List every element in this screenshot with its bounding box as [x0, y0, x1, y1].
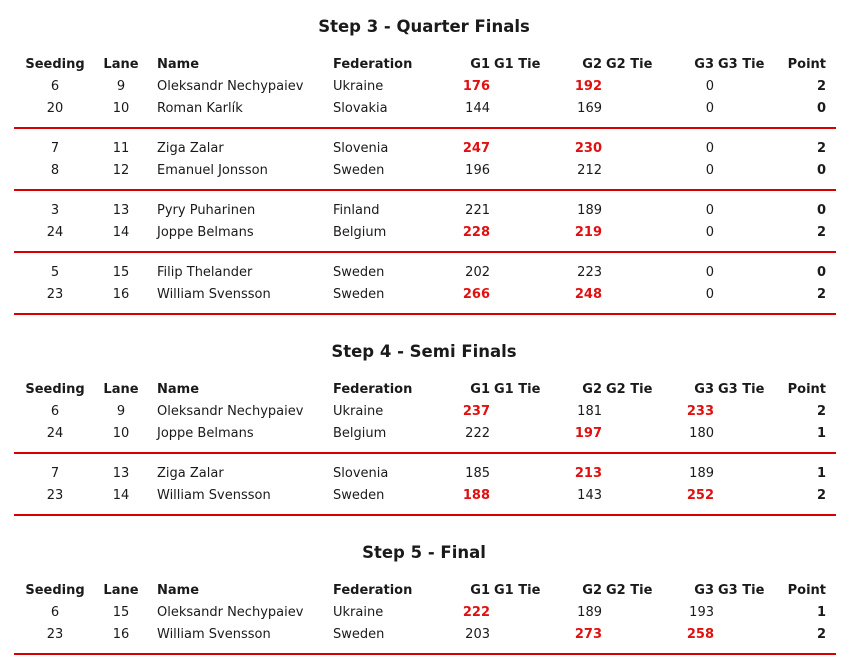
- match-separator: [14, 251, 836, 253]
- player-name-cell: Joppe Belmans: [157, 225, 254, 240]
- player-name-cell: Joppe Belmans: [157, 426, 254, 441]
- point-cell: 1: [816, 466, 826, 481]
- lane-cell: 13: [112, 203, 130, 218]
- table-header-row: [0, 581, 848, 601]
- seeding-cell: 5: [50, 265, 60, 280]
- point-cell: 0: [816, 203, 826, 218]
- col-header-g3-tie: G3 Tie: [718, 583, 765, 598]
- lane-cell: 16: [112, 627, 130, 642]
- point-cell: 2: [816, 488, 826, 503]
- table-row: [0, 603, 848, 623]
- g1-score-cell: 222: [462, 605, 490, 620]
- g2-score-cell: 169: [577, 101, 602, 116]
- col-header-g3: G3: [694, 57, 714, 72]
- seeding-cell: 6: [50, 605, 60, 620]
- table-row: [0, 77, 848, 97]
- federation-cell: Sweden: [333, 265, 385, 280]
- g2-score-cell: 213: [574, 466, 602, 481]
- table-row: [0, 625, 848, 645]
- g1-score-cell: 237: [462, 404, 490, 419]
- col-header-g3-tie: G3 Tie: [718, 382, 765, 397]
- g1-score-cell: 228: [462, 225, 490, 240]
- player-name-cell: William Svensson: [157, 488, 271, 503]
- lane-cell: 9: [116, 404, 126, 419]
- player-name-cell: Emanuel Jonsson: [157, 163, 268, 178]
- col-header-point: Point: [787, 583, 826, 598]
- col-header-federation: Federation: [333, 583, 413, 598]
- g2-score-cell: 230: [574, 141, 602, 156]
- col-header-g3: G3: [694, 583, 714, 598]
- g3-score-cell: 233: [686, 404, 714, 419]
- federation-cell: Slovenia: [333, 141, 389, 156]
- g3-score-cell: 0: [705, 163, 714, 178]
- col-header-g2: G2: [582, 57, 602, 72]
- seeding-cell: 24: [46, 426, 64, 441]
- seeding-cell: 23: [46, 287, 64, 302]
- match-separator: [14, 313, 836, 315]
- federation-cell: Ukraine: [333, 404, 384, 419]
- player-name-cell: Oleksandr Nechypaiev: [157, 404, 304, 419]
- g1-score-cell: 266: [462, 287, 490, 302]
- g1-score-cell: 144: [465, 101, 490, 116]
- federation-cell: Ukraine: [333, 605, 384, 620]
- g1-score-cell: 196: [465, 163, 490, 178]
- lane-cell: 14: [112, 225, 130, 240]
- g3-score-cell: 180: [689, 426, 714, 441]
- g1-score-cell: 176: [462, 79, 490, 94]
- player-name-cell: William Svensson: [157, 627, 271, 642]
- g2-score-cell: 273: [574, 627, 602, 642]
- step-title: Step 3 - Quarter Finals: [318, 17, 530, 36]
- col-header-g2: G2: [582, 583, 602, 598]
- player-name-cell: Filip Thelander: [157, 265, 253, 280]
- federation-cell: Sweden: [333, 627, 385, 642]
- seeding-cell: 20: [46, 101, 64, 116]
- point-cell: 2: [816, 287, 826, 302]
- federation-cell: Sweden: [333, 287, 385, 302]
- match-separator: [14, 514, 836, 516]
- seeding-cell: 8: [50, 163, 60, 178]
- col-header-lane: Lane: [103, 583, 139, 598]
- lane-cell: 15: [112, 265, 130, 280]
- federation-cell: Slovakia: [333, 101, 388, 116]
- col-header-seeding: Seeding: [25, 57, 85, 72]
- lane-cell: 13: [112, 466, 130, 481]
- g1-score-cell: 221: [465, 203, 490, 218]
- player-name-cell: William Svensson: [157, 287, 271, 302]
- table-row: [0, 464, 848, 484]
- point-cell: 1: [816, 426, 826, 441]
- col-header-seeding: Seeding: [25, 583, 85, 598]
- col-header-point: Point: [787, 57, 826, 72]
- col-header-name: Name: [157, 382, 200, 397]
- lane-cell: 16: [112, 287, 130, 302]
- federation-cell: Belgium: [333, 225, 387, 240]
- seeding-cell: 24: [46, 225, 64, 240]
- seeding-cell: 6: [50, 79, 60, 94]
- g1-score-cell: 185: [465, 466, 490, 481]
- col-header-g2-tie: G2 Tie: [606, 583, 653, 598]
- col-header-lane: Lane: [103, 57, 139, 72]
- federation-cell: Finland: [333, 203, 380, 218]
- g2-score-cell: 223: [577, 265, 602, 280]
- lane-cell: 9: [116, 79, 126, 94]
- col-header-g1: G1: [470, 382, 490, 397]
- federation-cell: Sweden: [333, 488, 385, 503]
- player-name-cell: Oleksandr Nechypaiev: [157, 605, 304, 620]
- g2-score-cell: 192: [574, 79, 602, 94]
- point-cell: 2: [816, 79, 826, 94]
- g3-score-cell: 0: [705, 203, 714, 218]
- g3-score-cell: 252: [686, 488, 714, 503]
- table-row: [0, 201, 848, 221]
- col-header-g1-tie: G1 Tie: [494, 382, 541, 397]
- col-header-g2-tie: G2 Tie: [606, 57, 653, 72]
- table-row: [0, 139, 848, 159]
- g3-score-cell: 0: [705, 287, 714, 302]
- federation-cell: Slovenia: [333, 466, 389, 481]
- col-header-g1: G1: [470, 583, 490, 598]
- col-header-federation: Federation: [333, 382, 413, 397]
- player-name-cell: Ziga Zalar: [157, 141, 224, 156]
- col-header-name: Name: [157, 57, 200, 72]
- match-separator: [14, 653, 836, 655]
- point-cell: 0: [816, 101, 826, 116]
- point-cell: 1: [816, 605, 826, 620]
- player-name-cell: Roman Karlík: [157, 101, 243, 116]
- col-header-g2: G2: [582, 382, 602, 397]
- lane-cell: 14: [112, 488, 130, 503]
- g3-score-cell: 258: [686, 627, 714, 642]
- g1-score-cell: 247: [462, 141, 490, 156]
- g3-score-cell: 0: [705, 225, 714, 240]
- g3-score-cell: 189: [689, 466, 714, 481]
- player-name-cell: Ziga Zalar: [157, 466, 224, 481]
- lane-cell: 11: [112, 141, 130, 156]
- g1-score-cell: 222: [465, 426, 490, 441]
- table-row: [0, 486, 848, 506]
- g2-score-cell: 212: [577, 163, 602, 178]
- table-row: [0, 424, 848, 444]
- col-header-g1: G1: [470, 57, 490, 72]
- col-header-g2-tie: G2 Tie: [606, 382, 653, 397]
- g2-score-cell: 189: [577, 605, 602, 620]
- g3-score-cell: 0: [705, 141, 714, 156]
- lane-cell: 10: [112, 426, 130, 441]
- player-name-cell: Oleksandr Nechypaiev: [157, 79, 304, 94]
- col-header-seeding: Seeding: [25, 382, 85, 397]
- table-row: [0, 402, 848, 422]
- point-cell: 2: [816, 627, 826, 642]
- table-row: [0, 285, 848, 305]
- table-header-row: [0, 55, 848, 75]
- point-cell: 2: [816, 404, 826, 419]
- g2-score-cell: 248: [574, 287, 602, 302]
- col-header-g3-tie: G3 Tie: [718, 57, 765, 72]
- point-cell: 0: [816, 265, 826, 280]
- col-header-g3: G3: [694, 382, 714, 397]
- col-header-federation: Federation: [333, 57, 413, 72]
- g2-score-cell: 143: [577, 488, 602, 503]
- federation-cell: Belgium: [333, 426, 387, 441]
- table-row: [0, 161, 848, 181]
- col-header-lane: Lane: [103, 382, 139, 397]
- g2-score-cell: 189: [577, 203, 602, 218]
- col-header-g1-tie: G1 Tie: [494, 583, 541, 598]
- table-row: [0, 99, 848, 119]
- g3-score-cell: 0: [705, 79, 714, 94]
- g3-score-cell: 193: [689, 605, 714, 620]
- seeding-cell: 3: [50, 203, 60, 218]
- col-header-name: Name: [157, 583, 200, 598]
- g1-score-cell: 202: [465, 265, 490, 280]
- step-title: Step 4 - Semi Finals: [331, 342, 517, 361]
- g2-score-cell: 197: [574, 426, 602, 441]
- g2-score-cell: 181: [577, 404, 602, 419]
- g3-score-cell: 0: [705, 101, 714, 116]
- step-title: Step 5 - Final: [362, 543, 486, 562]
- match-separator: [14, 189, 836, 191]
- point-cell: 0: [816, 163, 826, 178]
- g1-score-cell: 188: [462, 488, 490, 503]
- match-separator: [14, 127, 836, 129]
- table-header-row: [0, 380, 848, 400]
- lane-cell: 15: [112, 605, 130, 620]
- seeding-cell: 7: [50, 466, 60, 481]
- federation-cell: Sweden: [333, 163, 385, 178]
- point-cell: 2: [816, 225, 826, 240]
- seeding-cell: 23: [46, 488, 64, 503]
- g1-score-cell: 203: [465, 627, 490, 642]
- seeding-cell: 23: [46, 627, 64, 642]
- g2-score-cell: 219: [574, 225, 602, 240]
- point-cell: 2: [816, 141, 826, 156]
- table-row: [0, 263, 848, 283]
- seeding-cell: 6: [50, 404, 60, 419]
- lane-cell: 12: [112, 163, 130, 178]
- col-header-point: Point: [787, 382, 826, 397]
- match-separator: [14, 452, 836, 454]
- g3-score-cell: 0: [705, 265, 714, 280]
- player-name-cell: Pyry Puharinen: [157, 203, 256, 218]
- federation-cell: Ukraine: [333, 79, 384, 94]
- lane-cell: 10: [112, 101, 130, 116]
- col-header-g1-tie: G1 Tie: [494, 57, 541, 72]
- table-row: [0, 223, 848, 243]
- seeding-cell: 7: [50, 141, 60, 156]
